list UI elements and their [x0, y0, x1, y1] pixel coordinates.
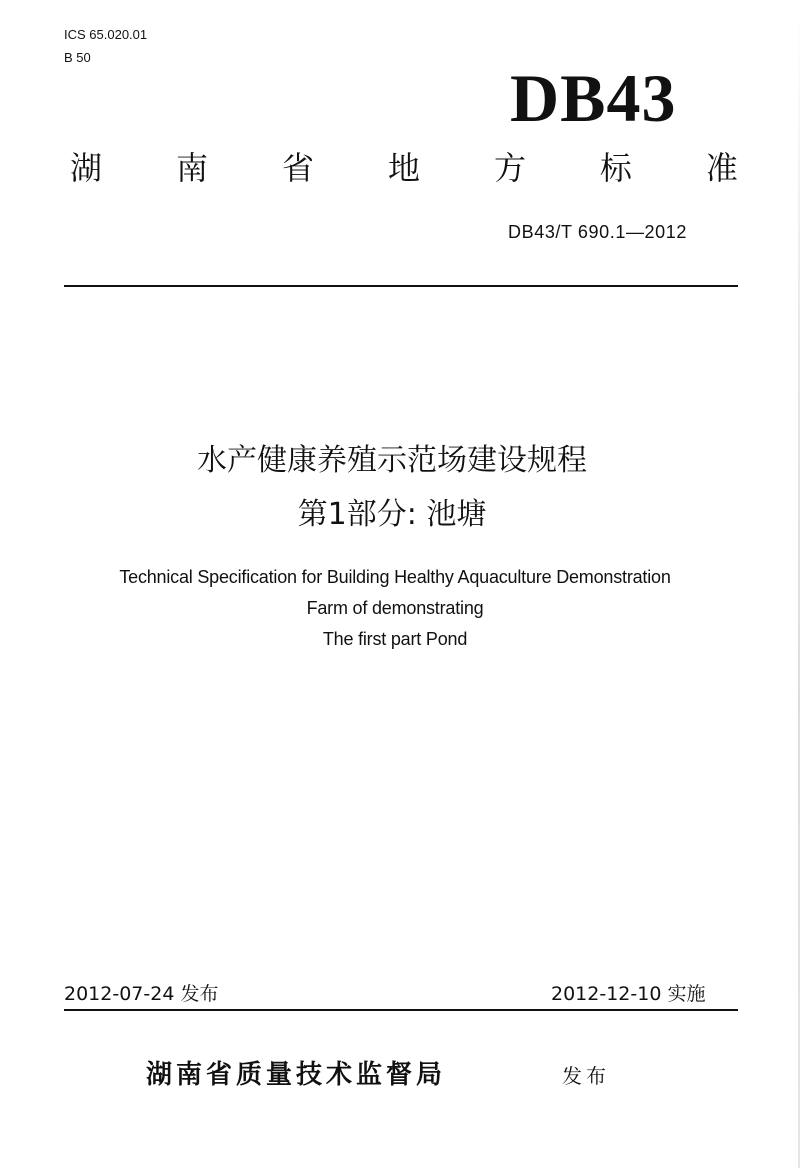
chinese-subtitle: 第1部分: 池塘 [297, 497, 487, 532]
standard-type-char: 南 [175, 149, 208, 187]
english-title-line-3: The first part Pond [322, 629, 468, 649]
publish-label: 发布 [562, 1064, 610, 1088]
ics-code: ICS 65.020.01 [64, 27, 148, 42]
standard-type-char: 方 [493, 149, 526, 187]
publisher-name: 湖南省质量技术监督局 [146, 1060, 447, 1090]
standard-logo: DB43 [510, 60, 677, 136]
standard-number: DB43/T 690.1—2012 [508, 222, 687, 242]
chinese-title: 水产健康养殖示范场建设规程 [197, 443, 587, 478]
standard-type-char: 准 [705, 149, 738, 187]
classification-code: B 50 [64, 50, 91, 65]
standard-type-heading [70, 148, 738, 188]
issue-date: 2012-07-24 发布 [64, 983, 219, 1005]
standard-type-char: 湖 [70, 149, 103, 187]
standard-type-char: 省 [281, 149, 314, 187]
top-divider [64, 285, 738, 287]
english-title-line-1: Technical Specification for Building Healthy Aquaculture Demonstration [119, 567, 671, 587]
standard-type-char: 标 [599, 149, 632, 187]
standard-type-char: 地 [387, 149, 420, 187]
english-title-line-2: Farm of demonstrating [306, 598, 484, 618]
implementation-date: 2012-12-10 实施 [551, 983, 706, 1005]
bottom-divider [64, 1009, 738, 1011]
